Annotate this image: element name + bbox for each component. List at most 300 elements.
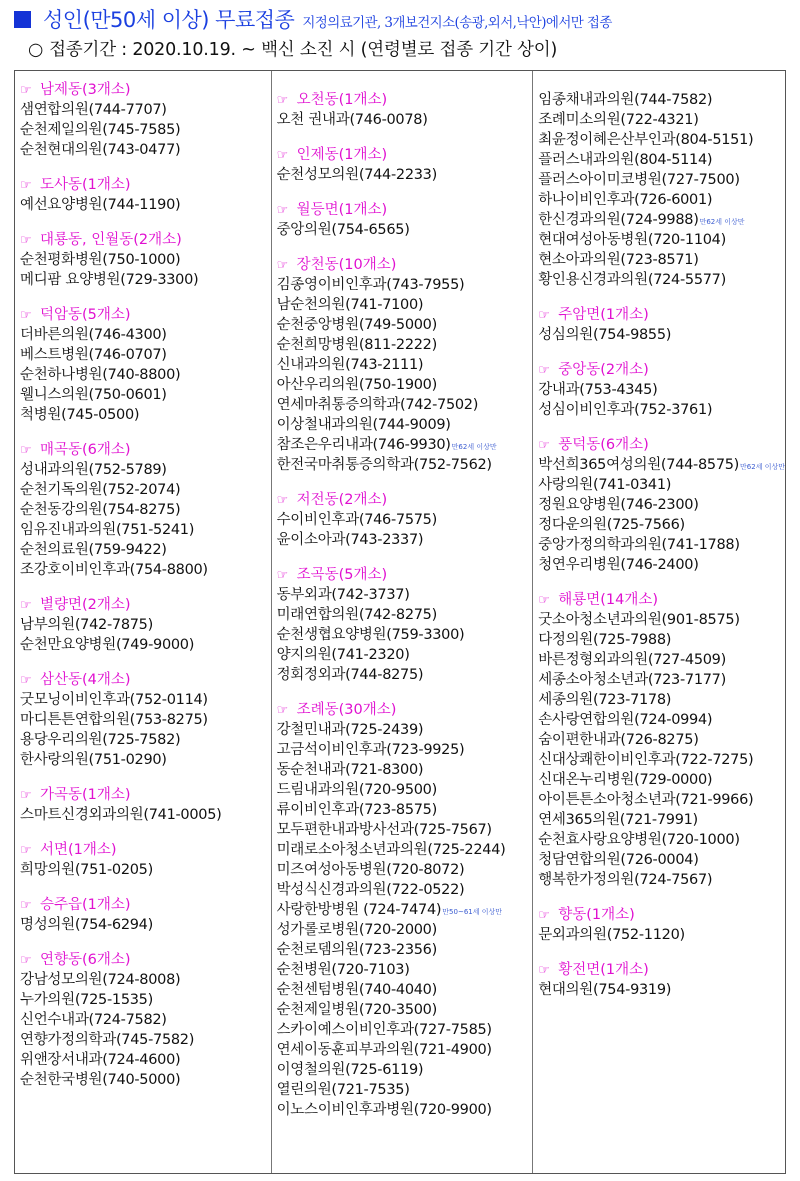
clinic-name-phone: 순천의료원(759-9422) (20, 542, 167, 558)
clinic-name-phone: 숨이편한내과(726-8275) (538, 732, 699, 748)
clinic-entry (538, 830, 785, 850)
clinic-entry (20, 500, 271, 520)
district-group (277, 90, 533, 130)
district-heading (538, 435, 785, 455)
clinic-entry (20, 140, 271, 160)
clinic-entry (20, 250, 271, 270)
district-heading (277, 255, 533, 275)
district-name: 장천동(10개소) (296, 257, 397, 273)
district-group (538, 305, 785, 345)
clinic-entry (277, 665, 533, 685)
district-heading (538, 305, 785, 325)
clinic-entry (277, 605, 533, 625)
clinic-name-phone: 강내과(753-4345) (538, 382, 658, 398)
clinic-entry (538, 380, 785, 400)
clinic-entry (538, 170, 785, 190)
clinic-entry (277, 395, 533, 415)
clinic-name-phone: 최윤정이혜은산부인과(804-5151) (538, 132, 754, 148)
clinic-entry (538, 750, 785, 770)
district-group (20, 670, 271, 770)
clinic-entry (277, 435, 533, 455)
clinic-entry (277, 220, 533, 240)
clinic-entry (277, 920, 533, 940)
clinic-entry (20, 540, 271, 560)
clinic-name-phone: 참조은우리내과(746-9930) (276, 437, 451, 453)
clinic-entry (538, 710, 785, 730)
clinic-name-phone: 성심이비인후과(752-3761) (538, 402, 713, 418)
clinic-name-phone: 플러스아이미코병원(727-7500) (538, 172, 740, 188)
district-heading (20, 305, 271, 325)
clinic-entry (277, 1040, 533, 1060)
clinic-name-phone: 열린의원(721-7535) (276, 1082, 410, 1098)
clinic-entry (277, 165, 533, 185)
district-heading (20, 670, 271, 690)
clinic-name-phone: 이영철의원(725-6119) (276, 1062, 424, 1078)
district-name: 저전동(2개소) (296, 492, 388, 508)
clinic-entry (20, 1050, 271, 1070)
clinic-name-phone: 위앤장서내과(724-4600) (20, 1052, 181, 1068)
pointing-hand-icon: ☞ (20, 953, 32, 968)
clinic-name-phone: 플러스내과의원(804-5114) (538, 152, 713, 168)
clinic-entry (20, 1010, 271, 1030)
district-group (20, 440, 271, 580)
clinic-name-phone: 류이비인후과(723-8575) (276, 802, 437, 818)
clinic-entry (538, 475, 785, 495)
clinic-entry (277, 1100, 533, 1120)
clinic-entry (277, 960, 533, 980)
clinic-entry (538, 455, 785, 475)
vaccination-period-text: 접종기간 : 2020.10.19. ~ 백신 소진 시 (연령별로 접종 기간 상이) (49, 40, 558, 60)
clinic-name-phone: 누가의원(725-1535) (20, 992, 153, 1008)
clinic-entry (277, 585, 533, 605)
clinic-name-phone: 순천현대의원(743-0477) (20, 142, 181, 158)
district-name: 연향동(6개소) (40, 952, 131, 968)
clinic-name-phone: 정원요양병원(746-2300) (538, 497, 699, 513)
clinic-name-phone: 정회정외과(744-8275) (276, 667, 424, 683)
clinic-entry (20, 120, 271, 140)
clinic-entry (277, 900, 533, 920)
clinic-entry (277, 375, 533, 395)
clinic-name-phone: 중앙의원(754-6565) (276, 222, 410, 238)
clinic-entry (538, 90, 785, 110)
clinic-name-phone: 희망의원(751-0205) (20, 862, 153, 878)
clinic-entry (277, 820, 533, 840)
clinic-entry (538, 230, 785, 250)
clinic-name-phone: 연향가정의학과(745-7582) (20, 1032, 195, 1048)
clinic-entry (20, 730, 271, 750)
clinic-entry (20, 990, 271, 1010)
circle-outline-icon: ○ (28, 40, 44, 60)
clinic-entry (20, 520, 271, 540)
district-group (20, 230, 271, 290)
pointing-hand-icon: ☞ (538, 963, 550, 978)
clinic-name-phone: 연세365의원(721-7991) (538, 812, 698, 828)
clinic-entry (20, 270, 271, 290)
district-heading (538, 905, 785, 925)
clinic-name-phone: 손사랑연합의원(724-0994) (538, 712, 713, 728)
clinic-name-phone: 웰니스의원(750-0601) (20, 387, 167, 403)
clinic-entry (277, 335, 533, 355)
clinic-name-phone: 순천성모의원(744-2233) (276, 167, 437, 183)
clinic-name-phone: 이상철내과의원(744-9009) (276, 417, 451, 433)
clinic-name-phone: 순천기독의원(752-2074) (20, 482, 181, 498)
district-heading (20, 950, 271, 970)
district-name: 가곡동(1개소) (40, 787, 131, 803)
clinic-entry (538, 150, 785, 170)
clinic-name-phone: 순천한국병원(740-5000) (20, 1072, 181, 1088)
district-heading (538, 960, 785, 980)
pointing-hand-icon: ☞ (20, 83, 32, 98)
clinic-name-phone: 순천동강의원(754-8275) (20, 502, 181, 518)
pointing-hand-icon: ☞ (538, 908, 550, 923)
district-name: 황전면(1개소) (558, 962, 649, 978)
clinic-entry (277, 625, 533, 645)
clinic-name-phone: 순천하나병원(740-8800) (20, 367, 181, 383)
pointing-hand-icon: ☞ (538, 438, 550, 453)
clinic-name-phone: 청담연합의원(726-0004) (538, 852, 699, 868)
district-heading (20, 595, 271, 615)
clinic-name-phone: 세종의원(723-7178) (538, 692, 672, 708)
district-name: 삼산동(4개소) (40, 672, 131, 688)
clinic-entry (277, 760, 533, 780)
clinic-name-phone: 한사랑의원(751-0290) (20, 752, 167, 768)
district-name: 별량면(2개소) (40, 597, 131, 613)
clinic-entry (277, 980, 533, 1000)
clinic-entry (277, 645, 533, 665)
clinic-entry (277, 1060, 533, 1080)
pointing-hand-icon: ☞ (276, 493, 289, 508)
clinic-entry (538, 790, 785, 810)
clinic-entry (538, 810, 785, 830)
pointing-hand-icon: ☞ (20, 843, 32, 858)
clinic-entry (538, 130, 785, 150)
clinic-entry (20, 915, 271, 935)
clinic-entry (277, 415, 533, 435)
clinic-entry (538, 515, 785, 535)
district-name: 해룡면(14개소) (558, 592, 658, 608)
clinic-name-phone: 바른정형외과의원(727-4509) (538, 652, 726, 668)
blue-square-icon (14, 11, 31, 28)
clinic-name-phone: 예선요양병원(744-1190) (20, 197, 181, 213)
clinic-entry (20, 710, 271, 730)
clinic-name-phone: 순천만요양병원(749-9000) (20, 637, 195, 653)
clinic-entry (20, 1070, 271, 1090)
clinic-name-phone: 미즈여성아동병원(720-8072) (276, 862, 465, 878)
district-heading (538, 590, 785, 610)
clinic-entry (20, 560, 271, 580)
clinic-entry (277, 740, 533, 760)
district-group (538, 90, 785, 290)
district-heading (20, 785, 271, 805)
clinic-name-phone: 조례미소의원(722-4321) (538, 112, 699, 128)
district-group (277, 490, 533, 550)
pointing-hand-icon: ☞ (20, 673, 32, 688)
clinic-entry (538, 325, 785, 345)
district-heading (20, 895, 271, 915)
clinic-entry (277, 1000, 533, 1020)
clinic-name-phone: 하나이비인후과(726-6001) (538, 192, 713, 208)
clinic-name-phone: 박선희365여성의원(744-8575) (538, 457, 740, 473)
clinic-entry (277, 455, 533, 475)
clinic-entry (277, 110, 533, 130)
clinic-entry (538, 110, 785, 130)
pointing-hand-icon: ☞ (20, 178, 32, 193)
column-3 (533, 71, 785, 1173)
page-subtitle: 지정의료기관, 3개보건지소(송광,외서,낙안)에서만 접종 (302, 15, 612, 31)
district-name: 월등면(1개소) (296, 202, 388, 218)
clinic-entry (277, 860, 533, 880)
district-name: 조례동(30개소) (296, 702, 397, 718)
clinic-name-phone: 청연우리병원(746-2400) (538, 557, 699, 573)
district-group (277, 255, 533, 475)
clinic-name-phone: 고금석이비인후과(723-9925) (276, 742, 465, 758)
district-group (20, 895, 271, 935)
clinic-entry (277, 510, 533, 530)
pointing-hand-icon: ☞ (276, 568, 289, 583)
clinic-name-phone: 현대여성아동병원(720-1104) (538, 232, 726, 248)
clinic-entry (20, 460, 271, 480)
clinic-name-phone: 세종소아청소년과(723-7177) (538, 672, 726, 688)
district-group (538, 905, 785, 945)
clinic-name-phone: 중앙가정의학과의원(741-1788) (538, 537, 740, 553)
clinic-name-phone: 행복한가정의원(724-7567) (538, 872, 713, 888)
district-name: 승주읍(1개소) (40, 897, 131, 913)
clinic-name-phone: 용당우리의원(725-7582) (20, 732, 181, 748)
column-2 (272, 71, 534, 1173)
page-title: 성인(만50세 이상) 무료접종 (43, 8, 295, 32)
district-heading (277, 200, 533, 220)
clinic-name-phone: 순천희망병원(811-2222) (276, 337, 437, 353)
clinic-entry (20, 100, 271, 120)
clinic-name-phone: 사랑한방병원 (724-7474) (276, 902, 442, 918)
clinic-name-phone: 성심의원(754-9855) (538, 327, 672, 343)
clinic-name-phone: 남부의원(742-7875) (20, 617, 153, 633)
clinic-name-phone: 황인용신경과의원(724-5577) (538, 272, 726, 288)
district-name: 도사동(1개소) (40, 177, 131, 193)
clinic-entry (277, 295, 533, 315)
district-heading (20, 440, 271, 460)
district-name: 매곡동(6개소) (40, 442, 131, 458)
column-1 (15, 71, 272, 1173)
district-name: 풍덕동(6개소) (558, 437, 649, 453)
clinic-entry (538, 650, 785, 670)
clinic-entry (277, 1080, 533, 1100)
clinic-name-phone: 임종채내과의원(744-7582) (538, 92, 713, 108)
clinic-entry (277, 720, 533, 740)
clinic-entry (20, 615, 271, 635)
district-group (277, 200, 533, 240)
clinic-entry (20, 860, 271, 880)
pointing-hand-icon: ☞ (538, 593, 550, 608)
age-restriction-note: 만62세 이상만 (699, 218, 745, 226)
clinic-entry (538, 850, 785, 870)
district-group (277, 565, 533, 685)
clinic-name-phone: 한전국마취통증의학과(752-7562) (276, 457, 492, 473)
title-row (14, 4, 794, 34)
clinic-name-phone: 남순천의원(741-7100) (276, 297, 424, 313)
clinic-entry (277, 780, 533, 800)
clinic-name-phone: 미래연합의원(742-8275) (276, 607, 437, 623)
clinic-entry (538, 210, 785, 230)
clinic-list-table (14, 70, 786, 1174)
clinic-name-phone: 굿모닝이비인후과(752-0114) (20, 692, 208, 708)
clinic-entry (277, 530, 533, 550)
clinic-name-phone: 신대온누리병원(729-0000) (538, 772, 713, 788)
age-restriction-note: 만62세 이상만 (451, 443, 497, 451)
district-group (20, 950, 271, 1090)
district-group (538, 360, 785, 420)
district-group (277, 700, 533, 1120)
pointing-hand-icon: ☞ (20, 898, 32, 913)
district-heading (538, 360, 785, 380)
clinic-entry (538, 270, 785, 290)
clinic-entry (20, 1030, 271, 1050)
clinic-name-phone: 순천센텀병원(740-4040) (276, 982, 437, 998)
clinic-name-phone: 사랑의원(741-0341) (538, 477, 672, 493)
clinic-name-phone: 샘연합의원(744-7707) (20, 102, 167, 118)
district-group (277, 145, 533, 185)
district-name: 덕암동(5개소) (40, 307, 131, 323)
clinic-name-phone: 베스트병원(746-0707) (20, 347, 167, 363)
clinic-name-phone: 동순천내과(721-8300) (276, 762, 424, 778)
clinic-entry (20, 345, 271, 365)
district-group (538, 590, 785, 890)
age-restriction-note: 만50~61세 이상만 (442, 908, 502, 916)
district-name: 주암면(1개소) (558, 307, 649, 323)
clinic-entry (538, 610, 785, 630)
clinic-entry (538, 250, 785, 270)
district-heading (277, 90, 533, 110)
district-heading (20, 175, 271, 195)
clinic-entry (20, 385, 271, 405)
clinic-name-phone: 윤이소아과(743-2337) (276, 532, 424, 548)
pointing-hand-icon: ☞ (276, 148, 289, 163)
district-heading (20, 840, 271, 860)
district-heading (277, 490, 533, 510)
clinic-entry (20, 635, 271, 655)
clinic-name-phone: 신대상쾌한이비인후과(722-7275) (538, 752, 754, 768)
clinic-name-phone: 수이비인후과(746-7575) (276, 512, 437, 528)
district-group (20, 175, 271, 215)
clinic-name-phone: 순천평화병원(750-1000) (20, 252, 181, 268)
clinic-entry (538, 535, 785, 555)
clinic-name-phone: 굿소아청소년과의원(901-8575) (538, 612, 740, 628)
vaccination-period (28, 36, 794, 61)
clinic-name-phone: 순천제일의원(745-7585) (20, 122, 181, 138)
clinic-name-phone: 현대의원(754-9319) (538, 982, 672, 998)
district-heading (20, 230, 271, 250)
clinic-entry (20, 365, 271, 385)
clinic-name-phone: 명성의원(754-6294) (20, 917, 153, 933)
district-name: 남제동(3개소) (40, 82, 131, 98)
pointing-hand-icon: ☞ (538, 308, 550, 323)
clinic-name-phone: 강철민내과(725-2439) (276, 722, 424, 738)
clinic-entry (20, 690, 271, 710)
pointing-hand-icon: ☞ (20, 308, 32, 323)
age-restriction-note: 만62세 이상만 (740, 463, 785, 471)
clinic-entry (538, 980, 785, 1000)
pointing-hand-icon: ☞ (276, 93, 289, 108)
clinic-entry (538, 400, 785, 420)
clinic-name-phone: 미래로소아청소년과의원(725-2244) (276, 842, 506, 858)
pointing-hand-icon: ☞ (20, 598, 32, 613)
clinic-name-phone: 정다운의원(725-7566) (538, 517, 685, 533)
clinic-entry (20, 805, 271, 825)
clinic-name-phone: 박성식신경과의원(722-0522) (276, 882, 465, 898)
clinic-entry (20, 405, 271, 425)
clinic-name-phone: 순천로뎀의원(723-2356) (276, 942, 437, 958)
clinic-entry (538, 555, 785, 575)
clinic-entry (538, 630, 785, 650)
clinic-name-phone: 순천효사랑요양병원(720-1000) (538, 832, 740, 848)
clinic-entry (277, 880, 533, 900)
clinic-name-phone: 양지의원(741-2320) (276, 647, 410, 663)
clinic-name-phone: 스마트신경외과의원(741-0005) (20, 807, 222, 823)
clinic-name-phone: 성가롤로병원(720-2000) (276, 922, 437, 938)
clinic-name-phone: 척병원(745-0500) (20, 407, 140, 423)
district-name: 중앙동(2개소) (558, 362, 649, 378)
district-heading (277, 700, 533, 720)
clinic-name-phone: 모두편한내과방사선과(725-7567) (276, 822, 492, 838)
clinic-name-phone: 순천생협요양병원(759-3300) (276, 627, 465, 643)
clinic-entry (277, 1020, 533, 1040)
clinic-name-phone: 김종영이비인후과(743-7955) (276, 277, 465, 293)
district-name: 서면(1개소) (40, 842, 117, 858)
district-heading (20, 80, 271, 100)
pointing-hand-icon: ☞ (276, 703, 289, 718)
district-group (20, 305, 271, 425)
district-name: 조곡동(5개소) (296, 567, 388, 583)
clinic-entry (538, 925, 785, 945)
district-name: 대룡동, 인월동(2개소) (40, 232, 182, 248)
clinic-name-phone: 성내과의원(752-5789) (20, 462, 167, 478)
clinic-name-phone: 드림내과의원(720-9500) (276, 782, 437, 798)
clinic-name-phone: 신언수내과(724-7582) (20, 1012, 167, 1028)
district-group (20, 595, 271, 655)
clinic-name-phone: 오천 권내과(746-0078) (276, 112, 428, 128)
clinic-entry (277, 355, 533, 375)
clinic-name-phone: 문외과의원(752-1120) (538, 927, 685, 943)
clinic-entry (538, 190, 785, 210)
clinic-name-phone: 더바른의원(746-4300) (20, 327, 167, 343)
clinic-name-phone: 아산우리의원(750-1900) (276, 377, 437, 393)
clinic-name-phone: 조강호이비인후과(754-8800) (20, 562, 208, 578)
clinic-entry (20, 195, 271, 215)
district-group (20, 785, 271, 825)
clinic-name-phone: 순천중앙병원(749-5000) (276, 317, 437, 333)
pointing-hand-icon: ☞ (20, 233, 32, 248)
clinic-name-phone: 순천제일병원(720-3500) (276, 1002, 437, 1018)
clinic-entry (538, 870, 785, 890)
clinic-name-phone: 신내과의원(743-2111) (276, 357, 424, 373)
district-name: 오천동(1개소) (296, 92, 388, 108)
clinic-entry (277, 315, 533, 335)
clinic-name-phone: 다정의원(725-7988) (538, 632, 672, 648)
pointing-hand-icon: ☞ (538, 363, 550, 378)
clinic-entry (277, 840, 533, 860)
clinic-name-phone: 메디팜 요양병원(729-3300) (20, 272, 199, 288)
district-heading (277, 565, 533, 585)
clinic-entry (538, 730, 785, 750)
clinic-entry (20, 325, 271, 345)
district-group (20, 840, 271, 880)
district-group (538, 960, 785, 1000)
clinic-name-phone: 임유진내과의원(751-5241) (20, 522, 195, 538)
clinic-name-phone: 이노스이비인후과병원(720-9900) (276, 1102, 492, 1118)
clinic-entry (538, 690, 785, 710)
pointing-hand-icon: ☞ (276, 203, 289, 218)
clinic-entry (20, 750, 271, 770)
